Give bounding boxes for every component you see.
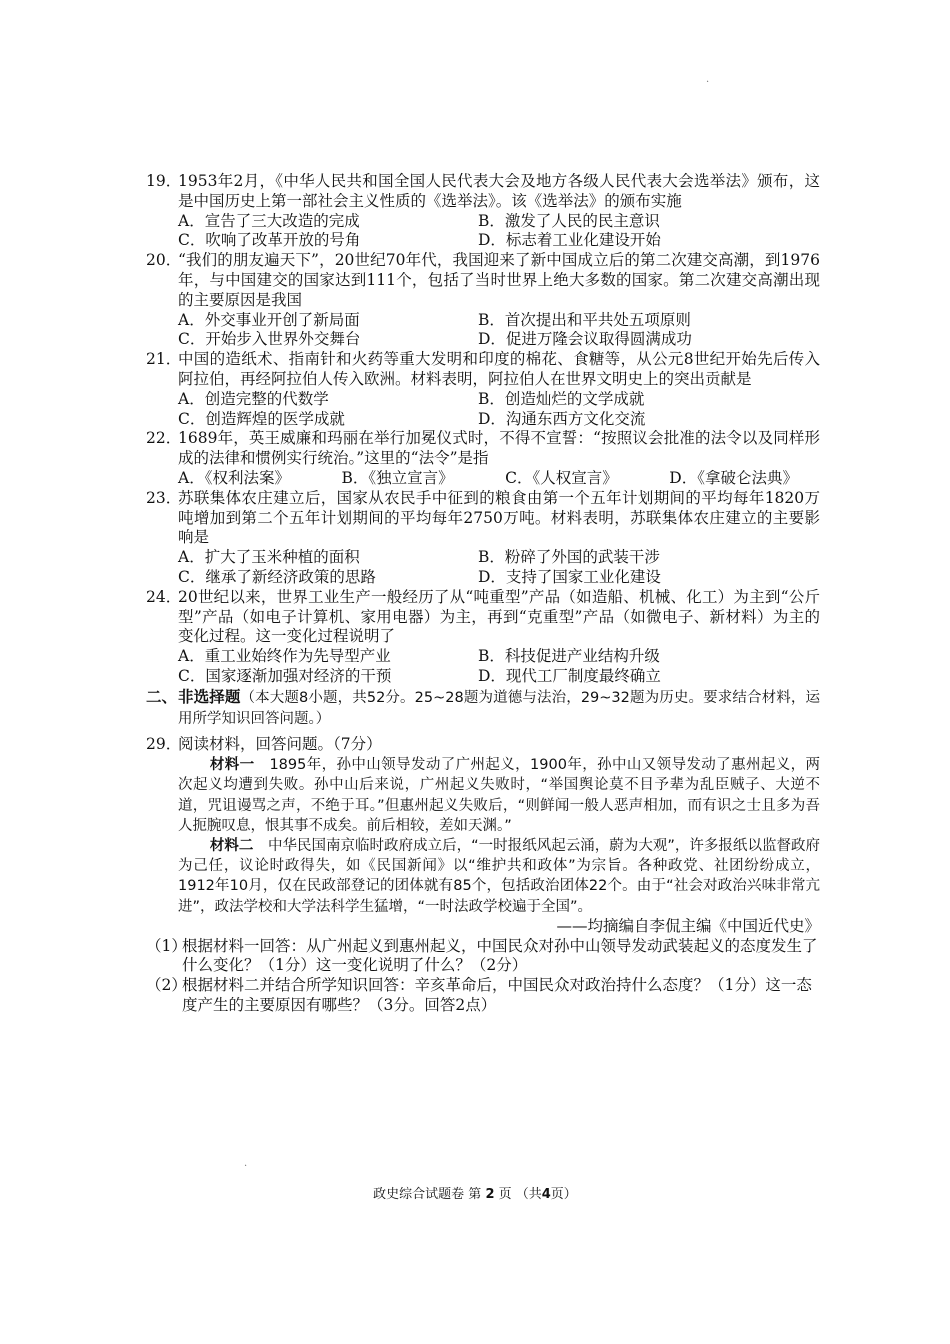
question-24	[146, 588, 820, 687]
stray-mark: .	[244, 1158, 248, 1169]
section-title: 非选择题	[178, 686, 241, 706]
header-mark: .	[706, 74, 710, 85]
option-a: A．外交事业开创了新局面	[178, 310, 360, 329]
material-2-label: 材料二	[209, 837, 254, 854]
section-2-heading	[146, 687, 820, 730]
page-footer	[0, 1183, 950, 1202]
option-b: B．激发了人民的民主意识	[478, 211, 660, 230]
option-d: D．标志着工业化建设开始	[478, 231, 661, 250]
options	[178, 469, 798, 489]
option-d: D．促进万隆会议取得圆满成功	[478, 330, 692, 349]
question-29	[146, 735, 820, 936]
section-desc: （本大题8小题，共52分。25~28题为道德与法治，29~32题为历史。要求结合材料，运用所学知识回答问题。）	[178, 689, 820, 727]
question-number: 21．	[146, 350, 182, 369]
options	[178, 548, 820, 588]
question-21	[146, 350, 820, 429]
question-stem: 阅读材料，回答问题。（7分）	[178, 735, 382, 754]
option-b: B．粉碎了外国的武装干涉	[478, 548, 660, 567]
option-c: C．开始步入世界外交舞台	[178, 330, 361, 349]
question-number: 23．	[146, 488, 182, 507]
question-number: 19．	[146, 172, 182, 190]
sub-question-2	[146, 976, 820, 1016]
option-d: D．沟通东西方文化交流	[478, 409, 646, 428]
option-b: B．科技促进产业结构升级	[478, 647, 660, 666]
option-b: B．首次提出和平共处五项原则	[478, 310, 691, 329]
footer-post: 页）	[550, 1187, 577, 1202]
question-stem: 20世纪以来，世界工业生产一般经历了从“吨重型”产品（如造船、机械、化工）为主到“公斤型”产品（如电子计算机、家用电器）为主，再到“克重型”产品（如微电子、新材料）为主的变化过程。这一变化过程说明了	[178, 587, 820, 646]
question-19	[146, 172, 820, 251]
question-number: 29．	[146, 735, 182, 754]
footer-mid: 页 （共	[494, 1187, 542, 1202]
sub-number: （1）	[146, 936, 187, 955]
question-stem: 苏联集体农庄建立后，国家从农民手中征到的粮食由第一个五年计划期间的平均每年1820万吨增加到第二个五年计划期间的平均每年2750万吨。材料表明，苏联集体农庄建立的主要影响是	[178, 488, 820, 547]
sub-text: 根据材料一回答：从广州起义到惠州起义，中国民众对孙中山领导发动武装起义的态度发生了什么变化？（1分）这一变化说明了什么？（2分）	[182, 936, 818, 975]
question-stem: 1689年，英王威廉和玛丽在举行加冕仪式时，不得不宣誓：“按照议会批准的法令以及同样形成的法律和惯例实行统治。”这里的“法令”是指	[178, 429, 820, 468]
sub-number: （2）	[146, 976, 187, 995]
option-d: D．支持了国家工业化建设	[478, 567, 661, 586]
option-a: A．《权利法案》	[178, 468, 290, 487]
section-text	[178, 687, 820, 730]
material-1-text: 1895年，孙中山领导发动了广州起义，1900年，孙中山又领导发动了惠州起义，两次起义均遭到失败。孙中山后来说，广州起义失败时，“举国舆论莫不目予辈为乱臣贼子、大逆不道，咒诅谩骂之声，不绝于耳。”但惠州起义失败后，“则鲜闻一般人恶声相加，而有识之士且多为吾人扼腕叹息，恨其事不成矣。前后相较，差如天渊。”	[178, 757, 820, 834]
question-23	[146, 489, 820, 588]
option-a: A．扩大了玉米种植的面积	[178, 548, 360, 567]
material-source: ——均摘编自李侃主编《中国近代史》	[556, 916, 820, 935]
sub-text: 根据材料二并结合所学知识回答：辛亥革命后，中国民众对政治持什么态度？（1分）这一态度产生的主要原因有哪些？（3分。回答2点）	[182, 976, 812, 1014]
option-c: C．吹响了改革开放的号角	[178, 231, 361, 250]
option-a: A．创造完整的代数学	[178, 389, 329, 408]
question-number: 20．	[146, 251, 182, 270]
material-1-label: 材料一	[209, 757, 255, 774]
question-20	[146, 251, 820, 350]
option-d: D．《拿破仑法典》	[669, 468, 798, 487]
option-c: C．国家逐渐加强对经济的干预	[178, 666, 392, 685]
section-number: 二、	[146, 686, 178, 706]
option-d: D．现代工厂制度最终确立	[478, 666, 661, 685]
option-b: B．《独立宣言》	[341, 468, 454, 487]
footer-pre: 政史综合试题卷 第	[373, 1187, 486, 1202]
footer-page-number: 2	[485, 1187, 495, 1202]
question-number: 24．	[146, 587, 182, 606]
question-stem: 1953年2月，《中华人民共和国全国人民代表大会及地方各级人民代表大会选举法》颁布，这是中国历史上第一部社会主义性质的《选举法》。该《选举法》的颁布实施	[178, 172, 820, 210]
questions-23-24	[146, 489, 820, 687]
option-c: C．《人权宣言》	[505, 468, 618, 487]
option-a: A．宣告了三大改造的完成	[178, 211, 360, 230]
options	[178, 311, 820, 351]
options	[178, 647, 820, 687]
material-2	[178, 836, 820, 917]
option-c: C．创造辉煌的医学成就	[178, 409, 345, 428]
question-number: 22．	[146, 429, 182, 448]
footer-total-pages: 4	[541, 1187, 551, 1202]
material-1	[178, 755, 820, 836]
options	[178, 390, 820, 430]
question-stem: “我们的朋友遍天下”，20世纪70年代，我国迎来了新中国成立后的第二次建交高潮，到1976年，与中国建交的国家达到111个，包括了当时世界上绝大多数的国家。第二次建交高潮出现的主要原因是我国	[178, 251, 820, 309]
question-22	[146, 429, 820, 488]
option-b: B．创造灿烂的文学成就	[478, 389, 645, 408]
question-stem: 中国的造纸术、指南针和火药等重大发明和印度的棉花、食糖等，从公元8世纪开始先后传入阿拉伯，再经阿拉伯人传入欧洲。材料表明，阿拉伯人在世界文明史上的突出贡献是	[178, 350, 820, 388]
question-area	[146, 172, 820, 1016]
options	[178, 212, 820, 252]
sub-question-1	[146, 937, 820, 977]
questions-19-21	[146, 172, 820, 429]
option-a: A．重工业始终作为先导型产业	[178, 647, 391, 666]
material-2-text: 中华民国南京临时政府成立后，“一时报纸风起云涌，蔚为大观”，许多报纸以监督政府为己任，议论时政得失，如《民国新闻》以“维护共和政体”为宗旨。各种政党、社团纷纷成立，1912年10月，仅在民政部登记的团体就有85个，包括政治团体22个。由于“社会对政治兴味非常亢进”，政法学校和大学法科学生猛增，“一时法政学校遍于全国”。	[178, 837, 820, 915]
option-c: C．继承了新经济政策的思路	[178, 567, 376, 586]
